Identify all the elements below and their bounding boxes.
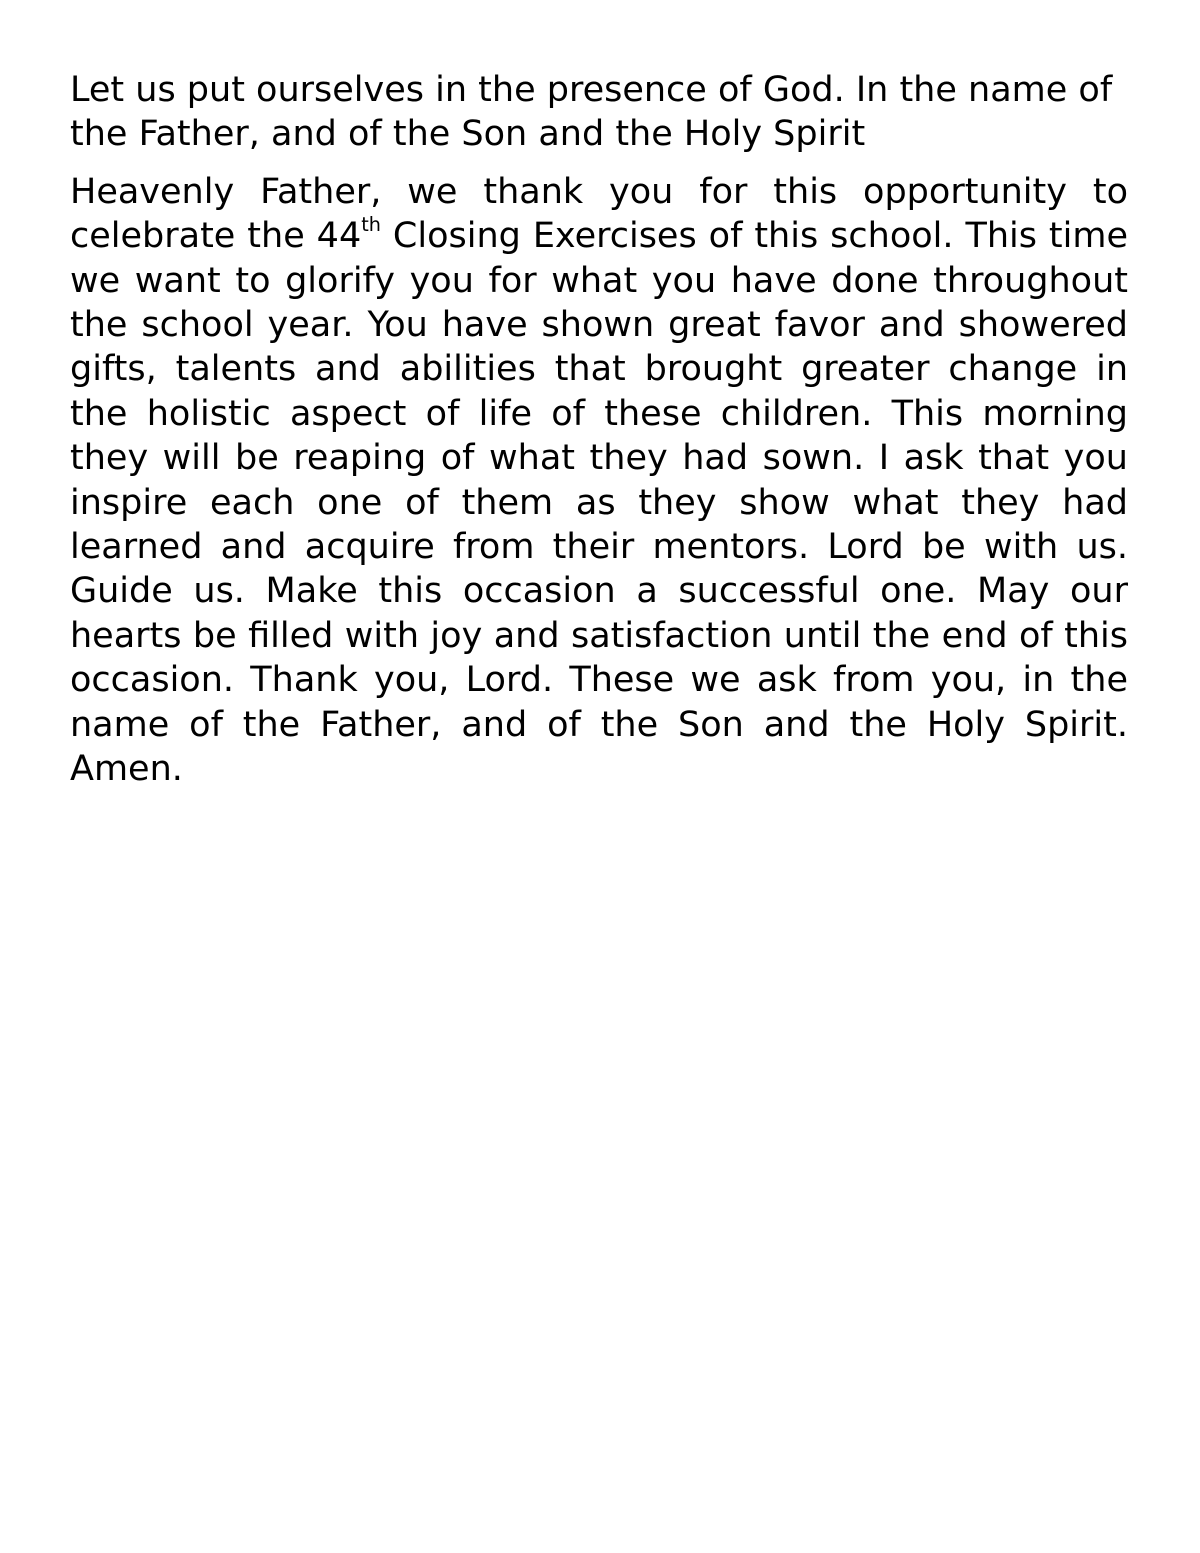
intro-paragraph: Let us put ourselves in the presence of God. In the name of the Father, and of the Son and the Holy Spirit xyxy=(70,70,1113,155)
ordinal-suffix: th xyxy=(361,212,381,236)
prayer-text-rest: Closing Exercises of this school. This time we want to glorify you for what you have done throughout the school year. You have shown great favor and showered gifts, talents and abilities that brought greater change in the holistic aspect of life of these children. This morning they will be reaping of what they had sown. I ask that you inspire each one of them as they show what they had learned and acquire from their mentors. Lord be with us. Guide us. Make this occasion a successful one. May our hearts be filled with joy and satisfaction until the end of this occasion. Thank you, Lord. These we ask from you, in the name of the Father, and of the Son and the Holy Spirit. Amen. xyxy=(70,216,1128,790)
document-page xyxy=(70,68,1128,792)
prayer-paragraph xyxy=(70,170,1128,792)
prayer-text-start: Heavenly Father, we thank you for this opportunity to celebrate the 44 xyxy=(70,171,1128,257)
